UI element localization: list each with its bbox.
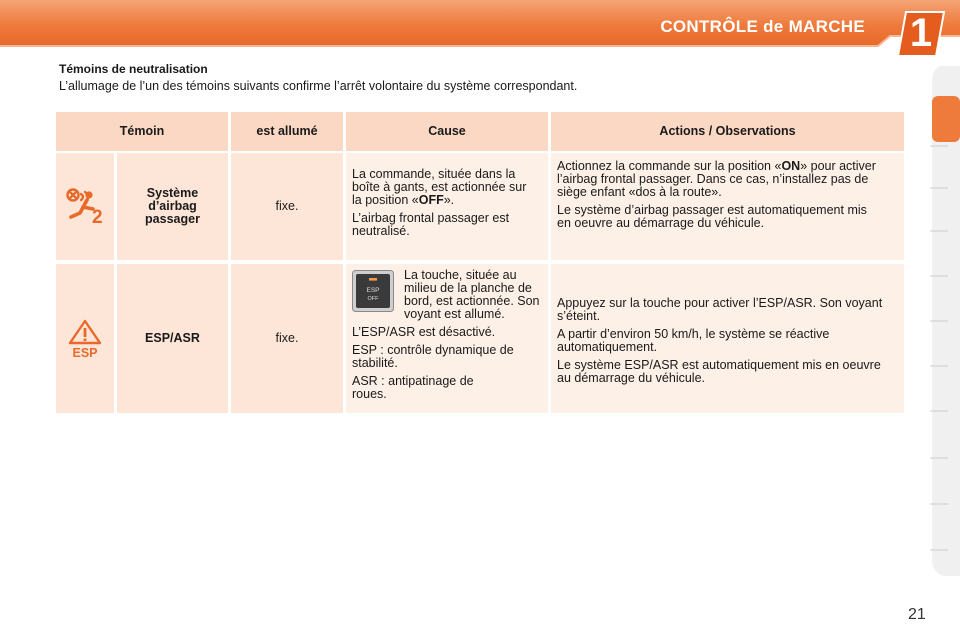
- esp-button-sublabel: OFF: [367, 296, 379, 302]
- airbag-action-note: Le système d’airbag passager est automatiquement mis en oeuvre au démarrage du véhicule.: [557, 203, 867, 230]
- airbag-cause-cell: [346, 153, 548, 260]
- airbag-action-text: Actionnez la commande sur la position «ON» pour activer l’airbag frontal passager. Dans ce cas, n’installez pas de siège enfant «dos à la route».: [557, 159, 876, 199]
- esp-indicator-cell: [56, 264, 114, 413]
- esp-action-reactivation: A partir d’environ 50 km/h, le système se réactive automatiquement.: [557, 327, 830, 354]
- section-title: Témoins de neutralisation: [59, 62, 208, 76]
- esp-cause-esp-def: ESP : contrôle dynamique de stabilité.: [352, 343, 514, 370]
- esp-cause-cell: [346, 264, 548, 413]
- esp-cause-asr-def: ASR : antipatinage de roues.: [352, 374, 474, 401]
- esp-action-startup: Le système ESP/ASR est automatiquement mis en oeuvre au démarrage du véhicule.: [557, 358, 881, 385]
- esp-actions-cell: [551, 264, 904, 413]
- page-header-title: CONTRÔLE de MARCHE: [660, 17, 865, 36]
- esp-button-label: ESP: [366, 287, 380, 294]
- airbag-system-name: Système d’airbag passager: [117, 153, 228, 260]
- esp-system-name: ESP/ASR: [117, 264, 228, 413]
- airbag-cause-text: La commande, située dans la boîte à gants, est actionnée sur la position «OFF».: [352, 167, 527, 207]
- esp-state: fixe.: [231, 264, 343, 413]
- esp-action-text: Appuyez sur la touche pour activer l’ESP/ASR. Son voyant s’éteint.: [557, 296, 883, 323]
- chapter-tabs[interactable]: [928, 66, 960, 576]
- page-number: 21: [908, 606, 926, 623]
- airbag-passenger-off-icon: [63, 187, 107, 227]
- airbag-indicator-cell: [56, 153, 114, 260]
- esp-warning-icon: [65, 319, 105, 359]
- col-header-cause: Cause: [346, 112, 548, 151]
- airbag-cause-note: L’airbag frontal passager est neutralisé.: [352, 211, 510, 238]
- chapter-number: 1: [909, 11, 933, 55]
- section-intro: L’allumage de l’un des témoins suivants confirme l’arrêt volontaire du système correspondant.: [59, 79, 578, 93]
- col-header-state: est allumé: [231, 112, 343, 151]
- esp-cause-text: La touche, située au milieu de la planche de bord, est actionnée. Son voyant est allumé.: [404, 268, 540, 321]
- airbag-state: fixe.: [231, 153, 343, 260]
- airbag-actions-cell: [551, 153, 904, 260]
- col-header-temoin: Témoin: [56, 112, 228, 151]
- svg-text:2: 2: [92, 206, 103, 227]
- esp-cause-state: L’ESP/ASR est désactivé.: [352, 325, 496, 339]
- esp-icon-label: ESP: [72, 345, 98, 359]
- col-header-actions: Actions / Observations: [551, 112, 904, 151]
